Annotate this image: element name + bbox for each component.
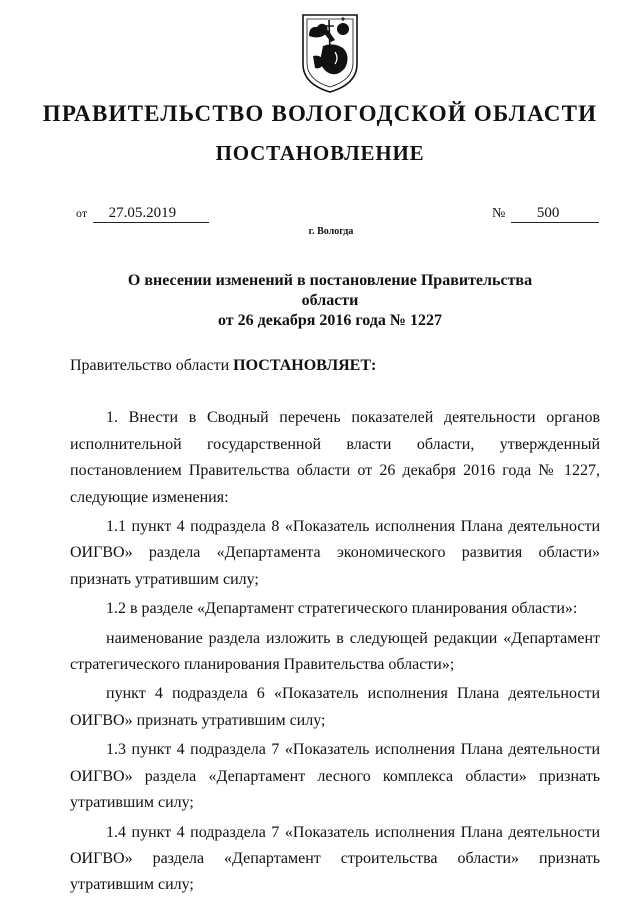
preamble — [70, 353, 600, 379]
number-value: 500 — [511, 205, 599, 223]
subject-line-1: О внесении изменений в постановление Правительства области — [127, 272, 533, 309]
document-number — [492, 205, 599, 223]
paragraph-1-1: 1.1 пункт 4 подраздела 8 «Показатель исполнения Плана деятельности ОИГВО» раздела «Департамента экономического развития области» признать утратившим силу; — [70, 518, 600, 588]
date-label: от — [76, 206, 88, 220]
document-subject — [100, 271, 560, 331]
preamble-text: Правительство области — [70, 357, 234, 374]
document-date — [76, 205, 209, 223]
document-type-title: ПОСТАНОВЛЕНИЕ — [215, 141, 425, 165]
paragraph-1-2-b: пункт 4 подраздела 6 «Показатель исполнения Плана деятельности ОИГВО» признать утратившим силу; — [70, 685, 600, 729]
document-body — [70, 353, 600, 899]
paragraph-1-2-a: наименование раздела изложить в следующей редакции «Департамент стратегического планирования Правительства области»; — [70, 629, 600, 674]
paragraph-1-2: 1.2 в разделе «Департамент стратегического планирования области»: — [106, 600, 578, 618]
paragraph-1-3: 1.3 пункт 4 подраздела 7 «Показатель исполнения Плана деятельности ОИГВО» раздела «Департамент лесного комплекса области» признать утратившим силу; — [70, 741, 600, 812]
number-label: № — [492, 206, 506, 221]
vologda-oblast-coat-of-arms-icon — [299, 12, 361, 94]
city-label: г. Вологда — [308, 226, 354, 237]
paragraph-1: 1. Внести в Сводный перечень показателей деятельности органов исполнительной государственной власти области, утвержденный постановлением Правительства области от 26 декабря 2016 года № 1227, следующие изменения: — [70, 409, 600, 506]
preamble-decree-word: ПОСТАНОВЛЯЕТ: — [233, 357, 377, 374]
date-value: 27.05.2019 — [93, 205, 209, 223]
subject-line-2: от 26 декабря 2016 года № 1227 — [218, 312, 442, 329]
paragraph-1-4: 1.4 пункт 4 подраздела 7 «Показатель исполнения Плана деятельности ОИГВО» раздела «Департамент строительства области» признать утратившим силу; — [70, 823, 600, 894]
organization-title: ПРАВИТЕЛЬСТВО ВОЛОГОДСКОЙ ОБЛАСТИ — [42, 101, 598, 126]
